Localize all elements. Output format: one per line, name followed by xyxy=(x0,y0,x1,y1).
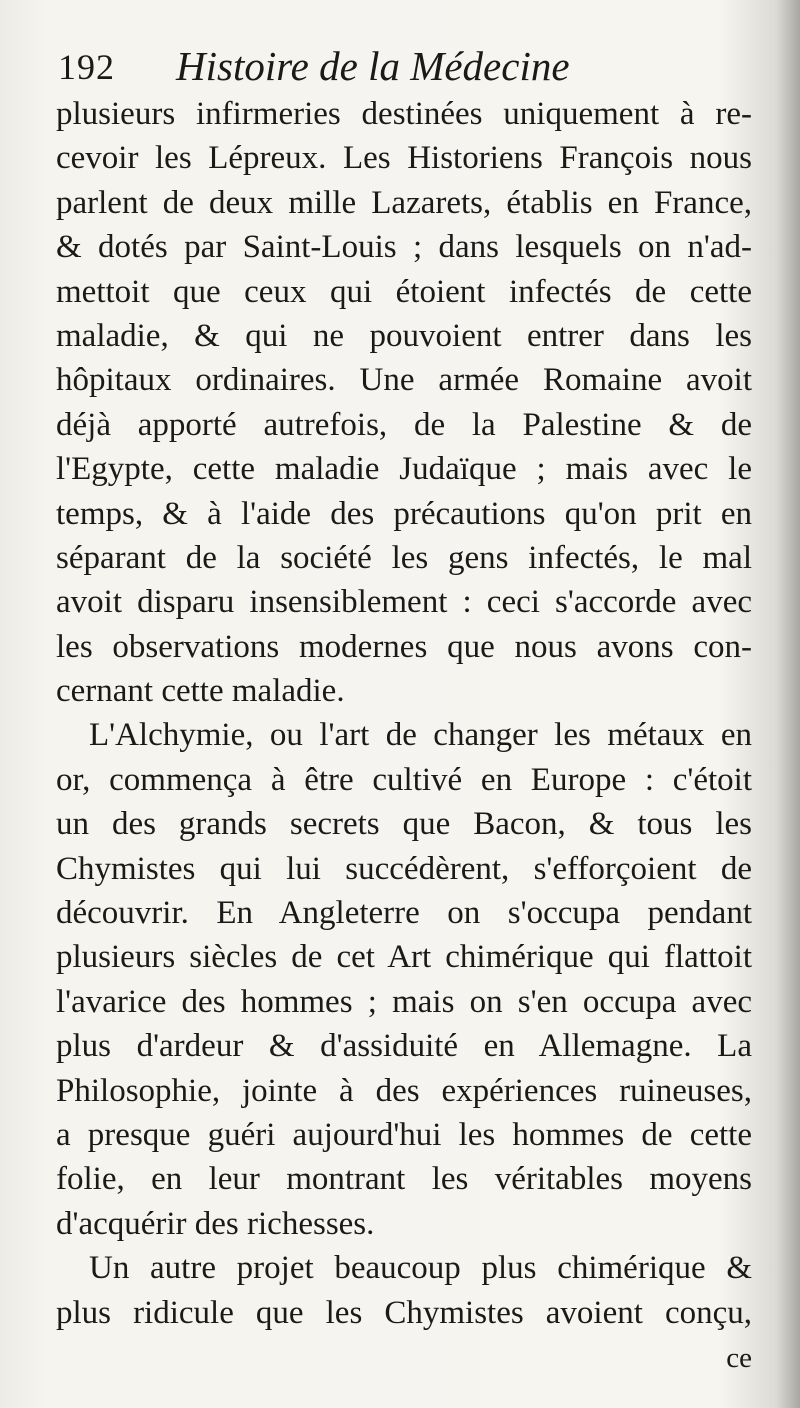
text-line: cevoir les Lépreux. Les Historiens François nous xyxy=(56,140,752,177)
text-line: découvrir. En Angleterre on s'occupa pendant xyxy=(56,895,752,932)
running-title: Histoire de la Médecine xyxy=(176,43,570,89)
text-line: un des grands secrets que Bacon, & tous les xyxy=(56,806,752,843)
text-line: plus ridicule que les Chymistes avoient conçu, xyxy=(56,1294,752,1331)
paragraph-start-line: Un autre projet beaucoup plus chimérique & xyxy=(89,1250,752,1287)
text-line: folie, en leur montrant les véritables moyens xyxy=(56,1161,752,1198)
text-line: & dotés par Saint-Louis ; dans lesquels on n'ad- xyxy=(56,229,752,266)
text-line: l'Egypte, cette maladie Judaïque ; mais avec le xyxy=(56,451,752,488)
text-line: parlent de deux mille Lazarets, établis en France, xyxy=(56,184,752,221)
text-line: d'acquérir des richesses. xyxy=(56,1205,375,1242)
running-header xyxy=(58,40,758,92)
text-line: mettoit que ceux qui étoient infectés de cette xyxy=(56,273,752,310)
text-line: plus d'ardeur & d'assiduité en Allemagne. La xyxy=(56,1028,752,1065)
text-line: or, commença à être cultivé en Europe : c'étoit xyxy=(56,761,752,798)
text-line: a presque guéri aujourd'hui les hommes de cette xyxy=(56,1116,752,1153)
text-line: Chymistes qui lui succédèrent, s'efforçoient de xyxy=(56,850,752,887)
text-line: hôpitaux ordinaires. Une armée Romaine avoit xyxy=(56,362,752,399)
body-text xyxy=(56,92,752,1335)
text-line: déjà apporté autrefois, de la Palestine & de xyxy=(56,406,752,443)
text-line: plusieurs infirmeries destinées uniquement à re- xyxy=(56,96,752,132)
catchword: ce xyxy=(726,1342,752,1374)
page-number: 192 xyxy=(58,47,115,87)
text-line: les observations modernes que nous avons con- xyxy=(56,628,752,665)
text-line: avoit disparu insensiblement : ceci s'accorde avec xyxy=(56,584,752,621)
text-line: séparant de la société les gens infectés, le mal xyxy=(56,539,752,576)
text-line: maladie, & qui ne pouvoient entrer dans les xyxy=(56,317,752,354)
text-line: cernant cette maladie. xyxy=(56,673,345,710)
text-line: Philosophie, jointe à des expériences ruineuses, xyxy=(56,1072,752,1109)
text-line: plusieurs siècles de cet Art chimérique qui flattoit xyxy=(56,939,752,976)
paragraph-start-line: L'Alchymie, ou l'art de changer les métaux en xyxy=(89,717,752,754)
text-line: temps, & à l'aide des précautions qu'on prit en xyxy=(56,495,752,532)
text-line: l'avarice des hommes ; mais on s'en occupa avec xyxy=(56,983,752,1020)
